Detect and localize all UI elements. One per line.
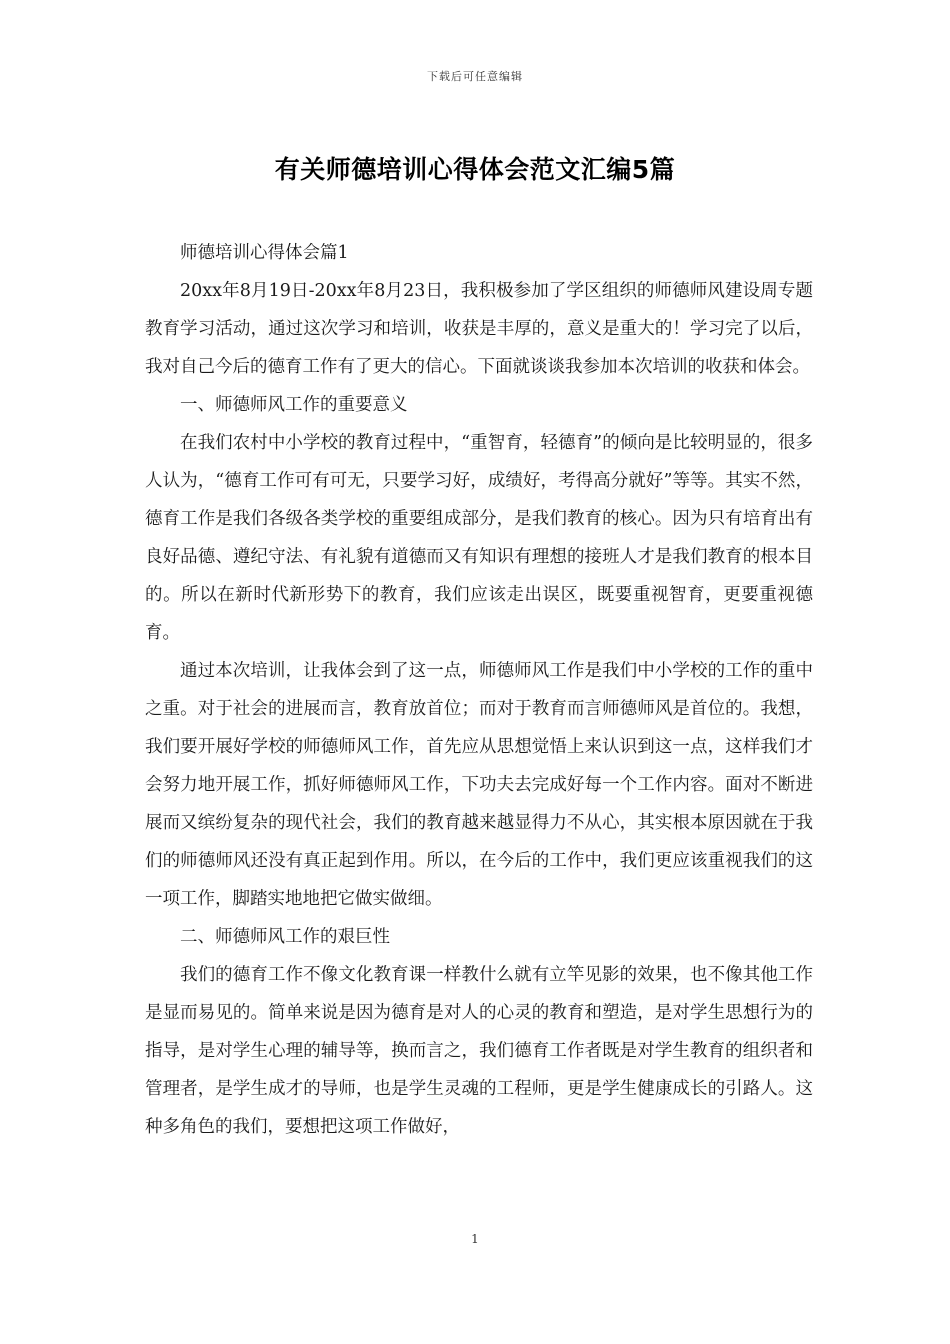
body-paragraph: 通过本次培训，让我体会到了这一点，师德师风工作是我们中小学校的工作的重中之重。对于社会的进展而言，教育放首位；而对于教育而言师德师风是首位的。我想，我们要开展好学校的师德师风工作，首先应从思想觉悟上来认识到这一点，这样我们才会努力地开展工作，抓好师德师风工作，下功夫去完成好每一个工作内容。面对不断进展而又缤纷复杂的现代社会，我们的教育越来越显得力不从心，其实根本原因就在于我们的师德师风还没有真正起到作用。所以，在今后的工作中，我们更应该重视我们的这一项工作，脚踏实地地把它做实做细。 [145,661,813,909]
body-paragraph: 在我们农村中小学校的教育过程中，“重智育，轻德育”的倾向是比较明显的，很多人认为，“德育工作可有可无，只要学习好，成绩好，考得高分就好”等等。其实不然，德育工作是我们各级各类学校的重要组成部分，是我们教育的核心。因为只有培育出有良好品德、遵纪守法、有礼貌有道德而又有知识有理想的接班人才是我们教育的根本目的。所以在新时代新形势下的教育，我们应该走出误区，既要重视智育，更要重视德育。 [145,433,813,643]
document-body [145,234,813,1146]
section-heading: 二、师德师风工作的艰巨性 [180,927,390,947]
section-heading: 师德培训心得体会篇1 [180,243,349,263]
section-heading: 一、师德师风工作的重要意义 [180,395,408,415]
header-note: 下载后可任意编辑 [427,70,523,83]
body-paragraph: 我们的德育工作不像文化教育课一样教什么就有立竿见影的效果，也不像其他工作是显而易见的。简单来说是因为德育是对人的心灵的教育和塑造，是对学生思想行为的指导，是对学生心理的辅导等，换而言之，我们德育工作者既是对学生教育的组织者和管理者，是学生成才的导师，也是学生灵魂的工程师，更是学生健康成长的引路人。这种多角色的我们，要想把这项工作做好， [145,965,813,1137]
body-paragraph: 20xx年8月19日-20xx年8月23日，我积极参加了学区组织的师德师风建设周专题教育学习活动，通过这次学习和培训，收获是丰厚的，意义是重大的！学习完了以后，我对自己今后的德育工作有了更大的信心。下面就谈谈我参加本次培训的收获和体会。 [145,281,813,377]
page-number: 1 [471,1232,479,1246]
document-title: 有关师德培训心得体会范文汇编5篇 [274,155,676,184]
